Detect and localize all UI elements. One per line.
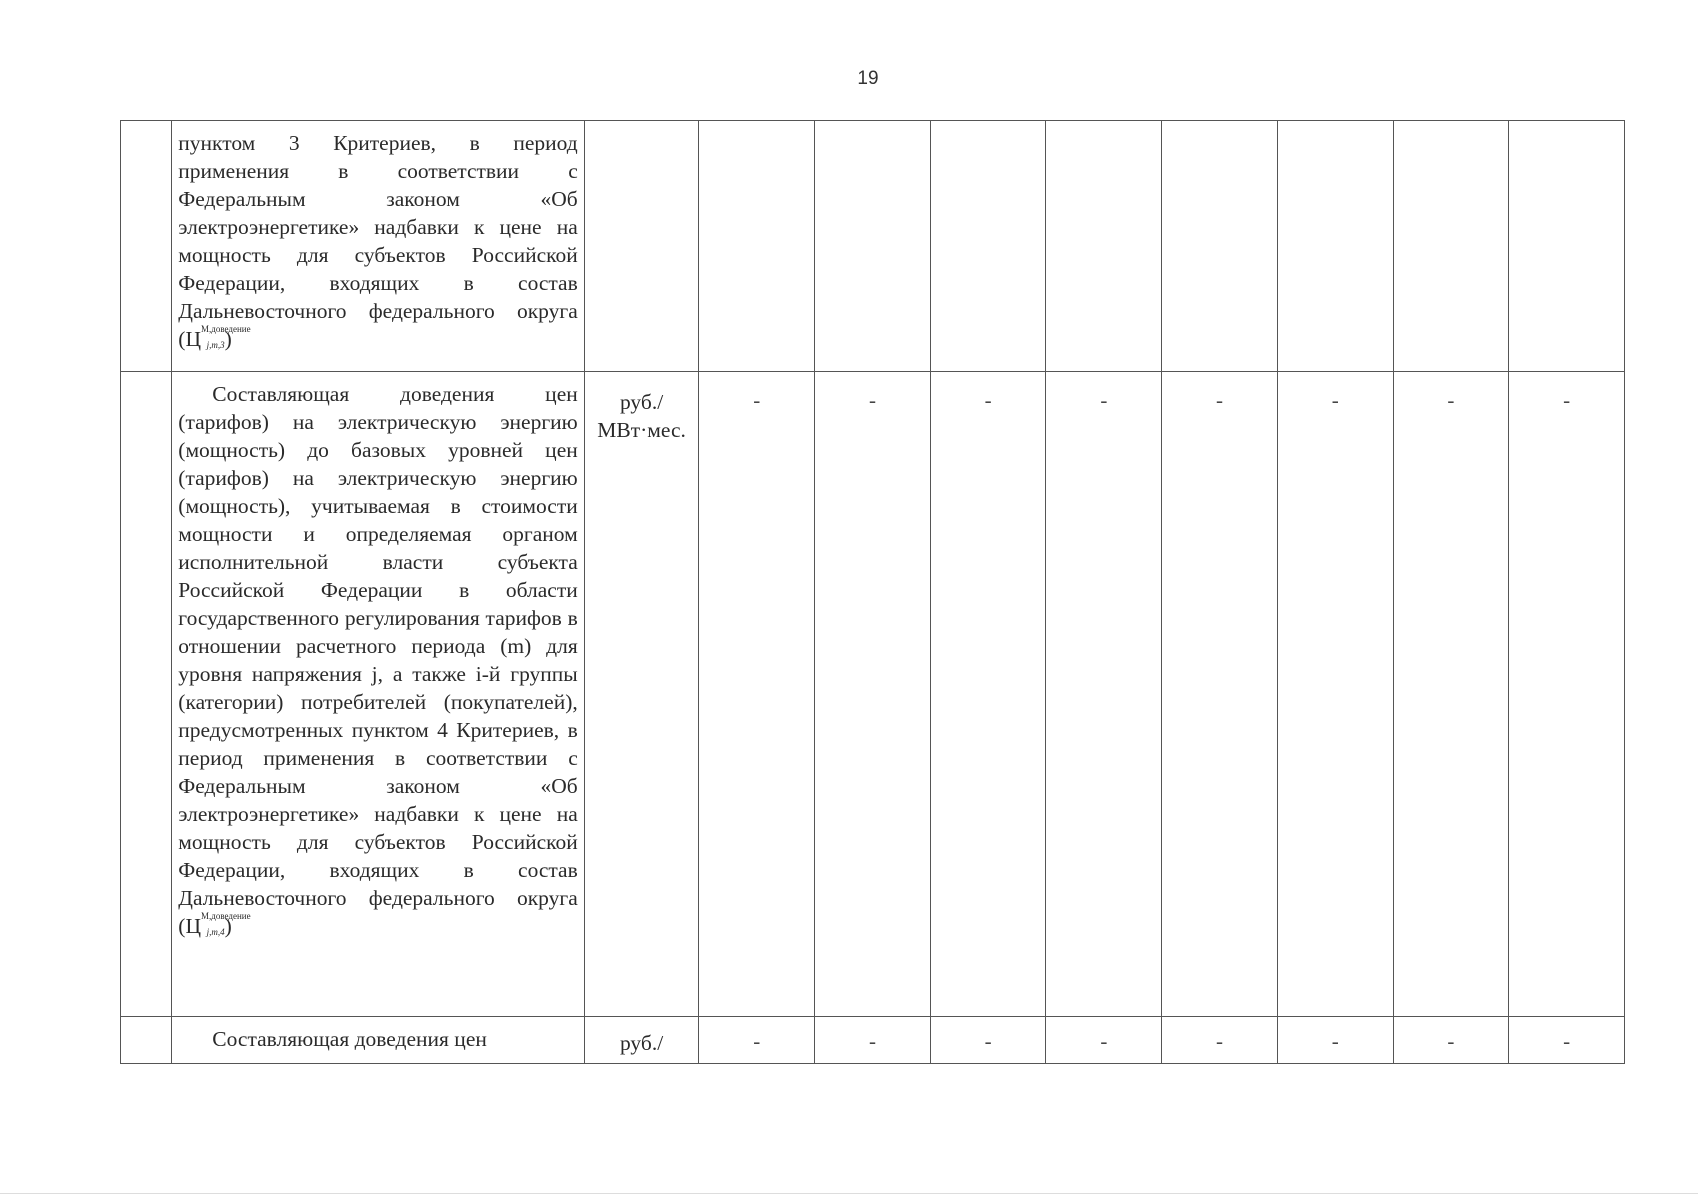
row-number-cell xyxy=(121,121,172,372)
value-cell: - xyxy=(930,1017,1046,1064)
value-cell: - xyxy=(1393,1017,1509,1064)
value-cell: - xyxy=(699,1017,815,1064)
formula: $(Ц^{М,доведение}_{j,m,4})$ xyxy=(178,911,251,938)
value-cell: - xyxy=(1393,372,1509,1017)
tariff-table xyxy=(120,120,1625,1064)
value-cell xyxy=(1393,121,1509,372)
description-text: пунктом 3 Критериев, в период применения в соответствии с Федеральным законом «Об электроэнергетике» надбавки к цене на мощность для субъектов Российской Федерации, входящих в состав Дальневосточного федерального округа xyxy=(178,131,578,323)
value-cell: - xyxy=(1046,1017,1162,1064)
value-cell xyxy=(815,121,931,372)
value-cell: - xyxy=(930,372,1046,1017)
formula-subscript: j,m,4 xyxy=(206,927,225,937)
description-text: Составляющая доведения цен (тарифов) на электрическую энергию (мощность) до базовых уровней цен (тарифов) на электрическую энергию (мощность), учитываемая в стоимости мощности и определяемая органом исполнительной власти субъекта Российской Федерации в области государственного регулирования тарифов в отношении расчетного периода (m) для уровня напряжения j, а также i-й группы (категории) потребителей (покупателей), предусмотренных пунктом 4 Критериев, в период применения в соответствии с Федеральным законом «Об электроэнергетике» надбавки к цене на мощность для субъектов Российской Федерации, входящих в состав Дальневосточного федерального округа xyxy=(178,382,578,910)
formula-subscript: j,m,3 xyxy=(206,340,225,350)
scan-edge-line xyxy=(0,1193,1698,1194)
description-cell xyxy=(172,1017,584,1064)
value-cell: - xyxy=(1162,372,1278,1017)
value-cell: - xyxy=(1509,372,1625,1017)
table-row xyxy=(121,372,1625,1017)
value-cell: - xyxy=(815,1017,931,1064)
row-number-cell xyxy=(121,1017,172,1064)
page-number: 19 xyxy=(857,68,879,89)
value-cell xyxy=(1162,121,1278,372)
value-cell: - xyxy=(815,372,931,1017)
unit-cell: руб./ xyxy=(584,1017,699,1064)
description-text: Составляющая доведения цен xyxy=(212,1027,487,1051)
formula-superscript: М,доведение xyxy=(200,324,251,334)
value-cell: - xyxy=(699,372,815,1017)
value-cell xyxy=(1046,121,1162,372)
table-row xyxy=(121,121,1625,372)
value-cell xyxy=(699,121,815,372)
value-cell xyxy=(930,121,1046,372)
value-cell xyxy=(1509,121,1625,372)
unit-cell xyxy=(584,121,699,372)
value-cell: - xyxy=(1277,372,1393,1017)
value-cell: - xyxy=(1509,1017,1625,1064)
value-cell: - xyxy=(1046,372,1162,1017)
value-cell xyxy=(1277,121,1393,372)
description-cell xyxy=(172,372,584,1017)
description-cell xyxy=(172,121,584,372)
row-number-cell xyxy=(121,372,172,1017)
table-row xyxy=(121,1017,1625,1064)
unit-cell: руб./ МВт·мес. xyxy=(584,372,699,1017)
value-cell: - xyxy=(1162,1017,1278,1064)
value-cell: - xyxy=(1277,1017,1393,1064)
formula-superscript: М,доведение xyxy=(200,911,251,921)
formula: $(Ц^{М,доведение}_{j,m,3})$ xyxy=(178,324,251,351)
